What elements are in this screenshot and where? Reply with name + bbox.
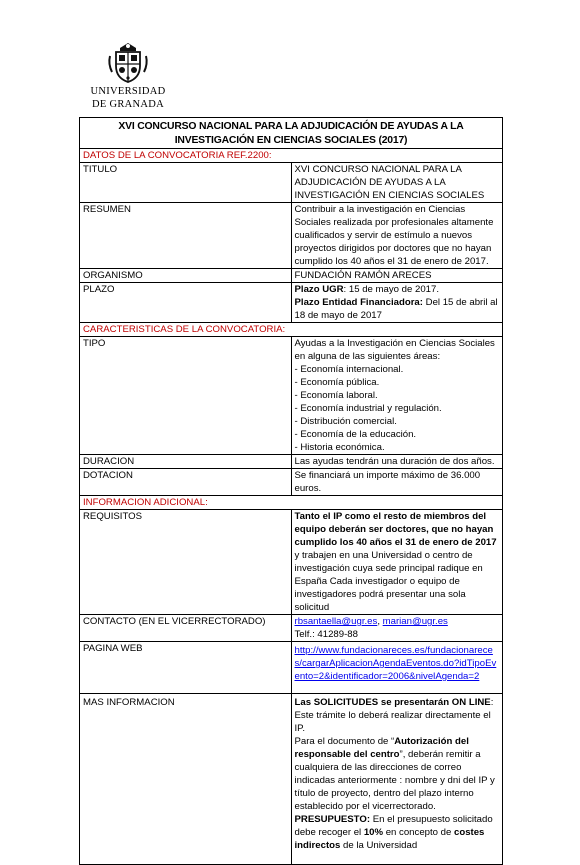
plazo-ugr-label: Plazo UGR (294, 284, 344, 295)
label-pagina-web: PAGINA WEB (80, 642, 292, 694)
logo-line2: DE GRANADA (91, 99, 165, 110)
value-organismo: FUNDACIÓN RAMÓN ARECES (291, 269, 503, 283)
tipo-area-item: - Economía industrial y regulación. (294, 403, 442, 414)
label-resumen: RESUMEN (80, 203, 292, 269)
presupuesto-text-2: en concepto de (383, 827, 454, 838)
row-organismo (80, 269, 503, 283)
label-contacto: CONTACTO (EN EL VICERRECTORADO) (80, 615, 292, 642)
solicitudes-text: : Este trámite lo deberá realizar directamente el IP. (294, 697, 494, 734)
value-tipo (291, 337, 503, 455)
contact-email-link[interactable]: marian@ugr.es (382, 616, 448, 627)
row-titulo (80, 163, 503, 203)
label-mas-informacion: MAS INFORMACION (80, 694, 292, 865)
contact-phone: Telf.: 41289-88 (294, 629, 358, 640)
plazo-ugr-value: : 15 de mayo de 2017. (343, 284, 440, 295)
value-resumen: Contribuir a la investigación en Ciencias Sociales realizada por profesionales altamente cualificados y servir de estímulo a nuevos proyectos dirigidos por doctores que no hayan cumplido los 40 años el 31 de enero de 2017. (291, 203, 503, 269)
value-mas-informacion (291, 694, 503, 865)
value-dotacion: Se financiará un importe máximo de 36.000 euros. (291, 469, 503, 496)
tipo-area-item: - Economía laboral. (294, 390, 378, 401)
autorizacion-bold: Autorización del responsable del centro (294, 736, 469, 760)
label-duracion: DURACION (80, 455, 292, 469)
requisitos-text: y trabajen en una Universidad o centro de investigación cuya sede principal radique en España Cada investigador o equipo de investigadores podrá presentar una sola solicitud (294, 550, 483, 613)
label-titulo: TITULO (80, 163, 292, 203)
presupuesto-bold: PRESUPUESTO: (294, 814, 371, 825)
costes-bold: costes indirectos (294, 827, 485, 851)
solicitudes-bold: Las SOLICITUDES se presentarán ON LINE (294, 697, 491, 708)
label-organismo: ORGANISMO (80, 269, 292, 283)
presupuesto-text-3: de la Universidad (340, 840, 418, 851)
value-pagina-web (291, 642, 503, 694)
tipo-area-item: - Economía internacional. (294, 364, 404, 375)
tipo-area-item: - Distribución comercial. (294, 416, 397, 427)
website-link[interactable]: http://www.fundacionareces.es/fundacionareces/cargarAplicacionAgendaEventos.do?idTipoEvento=2&identificador=2006&nivelAgenda=2 (294, 645, 497, 682)
presupuesto-text: En el presupuesto solicitado debe recoger el (294, 814, 493, 838)
autorizacion-text: Para el documento de “ (294, 736, 395, 747)
convocatoria-document (79, 117, 503, 865)
label-tipo: TIPO (80, 337, 292, 455)
university-logo (90, 40, 166, 110)
section-caracteristicas: CARACTERISTICAS DE LA CONVOCATORIA: (80, 323, 503, 337)
tipo-area-item: - Economía pública. (294, 377, 380, 388)
row-contacto (80, 615, 503, 642)
value-duracion: Las ayudas tendrán una duración de dos años. (291, 455, 503, 469)
percent-bold: 10% (363, 827, 384, 838)
email-separator: , (377, 616, 383, 627)
tipo-intro: Ayudas a la Investigación en Ciencias Sociales en alguna de las siguientes áreas: (294, 338, 495, 362)
value-plazo (291, 283, 503, 323)
row-pagina-web (80, 642, 503, 694)
row-plazo (80, 283, 503, 323)
university-crest-icon (106, 40, 150, 84)
contact-email-link[interactable]: rbsantaella@ugr.es (294, 616, 378, 627)
document-title: XVI CONCURSO NACIONAL PARA LA ADJUDICACIÓN DE AYUDAS A LA INVESTIGACIÓN EN CIENCIAS SOCIALES (2017) (80, 118, 503, 149)
plazo-entidad-label: Plazo Entidad Financiadora: (294, 297, 423, 308)
label-requisitos: REQUISITOS (80, 510, 292, 615)
value-contacto (291, 615, 503, 642)
row-tipo (80, 337, 503, 455)
tipo-area-item: - Historia económica. (294, 442, 385, 453)
row-dotacion (80, 469, 503, 496)
row-duracion (80, 455, 503, 469)
value-titulo: XVI CONCURSO NACIONAL PARA LA ADJUDICACIÓN DE AYUDAS A LA INVESTIGACIÓN EN CIENCIAS SOCIALES (291, 163, 503, 203)
label-plazo: PLAZO (80, 283, 292, 323)
autorizacion-text-rest: ”, deberán remitir a cualquiera de las direcciones de correo indicadas anteriormente : nombre y dni del IP y título de proyecto, dentro del plazo interno establecido por el vicerrectorado. (294, 749, 495, 812)
row-mas-informacion (80, 694, 503, 865)
row-requisitos (80, 510, 503, 615)
tipo-area-item: - Economía de la educación. (294, 429, 417, 440)
section-informacion-adicional: INFORMACION ADICIONAL: (80, 496, 503, 510)
value-requisitos (291, 510, 503, 615)
requisitos-bold: Tanto el IP como el resto de miembros del equipo deberán ser doctores, que no hayan cumplido los 40 años el 31 de enero de 2017 (294, 511, 497, 548)
plazo-entidad-value: Del 15 de abril al 18 de mayo de 2017 (294, 297, 498, 321)
row-resumen (80, 203, 503, 269)
section-datos: DATOS DE LA CONVOCATORIA REF.2200: (80, 149, 503, 163)
logo-line1: UNIVERSIDAD (90, 86, 166, 97)
label-dotacion: DOTACION (80, 469, 292, 496)
convocatoria-table (79, 117, 503, 865)
